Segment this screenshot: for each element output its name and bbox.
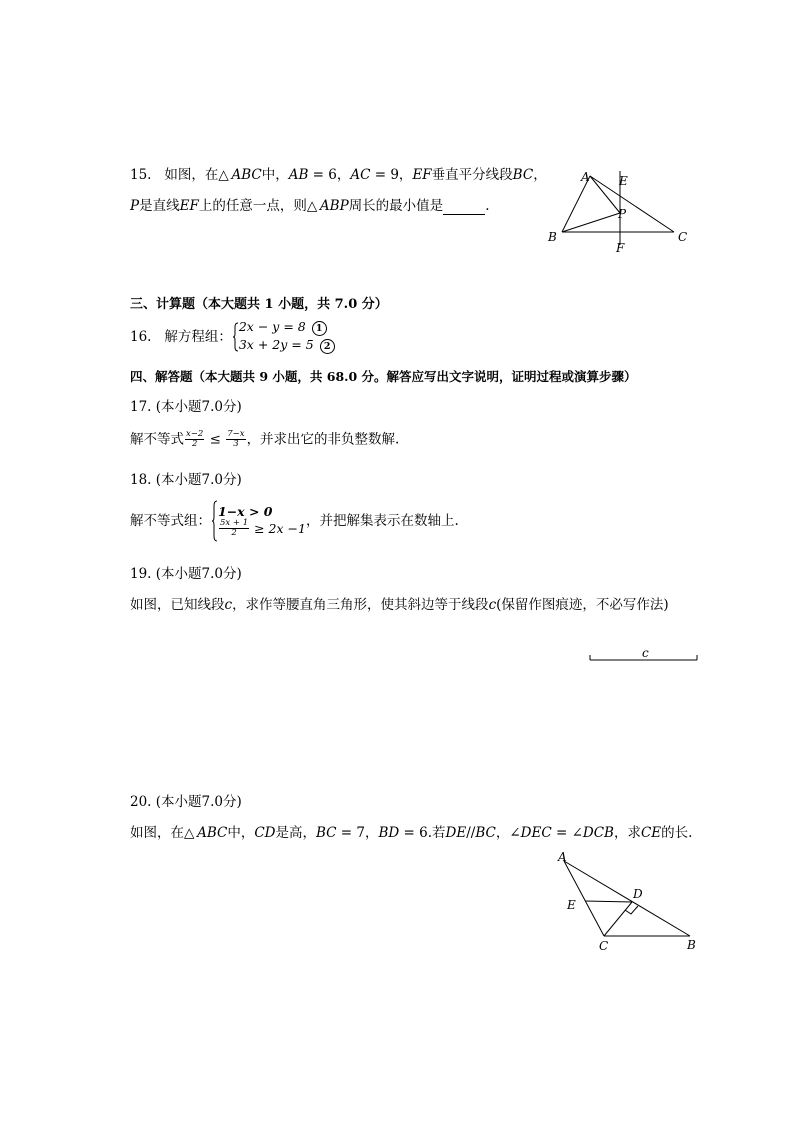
q18-ineq1: 1−x > 0 xyxy=(218,503,273,519)
fraction-2 xyxy=(226,430,245,449)
numerator: x−2 xyxy=(186,429,204,439)
q17-text: ，并求出它的非负整数解. xyxy=(246,431,400,448)
q20-text: ，∠ xyxy=(495,825,521,841)
q20-dec: DEC xyxy=(520,825,552,841)
q19-header: 19. (本小题7.0分) xyxy=(130,566,242,582)
label-e: E xyxy=(619,174,628,188)
q20-bd: BD xyxy=(378,825,400,841)
q18-system xyxy=(218,505,306,538)
q20-figure xyxy=(552,846,702,956)
q15-text: . xyxy=(485,198,490,214)
q15-line1 xyxy=(130,166,547,184)
section-3-heading: 三、计算题（本大题共 1 小题，共 7.0 分） xyxy=(130,297,388,312)
q16-text: 解方程组： xyxy=(164,329,232,345)
q18-body xyxy=(130,500,459,542)
label-b: B xyxy=(687,938,696,952)
label-p: P xyxy=(618,207,627,221)
parallel-symbol: // xyxy=(466,825,476,841)
q15-value: = 6， xyxy=(308,167,351,183)
q15-figure xyxy=(540,165,700,255)
q15-text: 中， xyxy=(261,167,289,183)
fraction xyxy=(219,519,249,538)
q19-text: (保留作图痕迹，不必写作法) xyxy=(496,597,669,613)
q17-text: 解不等式 xyxy=(130,431,184,448)
q15-value: = 9， xyxy=(370,167,413,183)
denominator: 2 xyxy=(191,439,198,449)
q16-system xyxy=(239,320,335,354)
q15-bc: BC xyxy=(512,167,534,183)
q15-p: P xyxy=(130,198,140,214)
q20-value: = 7， xyxy=(336,825,379,841)
q15-abp: ABP xyxy=(319,198,349,214)
q15-text: 如图，在 xyxy=(164,167,219,183)
q19-body xyxy=(130,596,669,614)
label-e: E xyxy=(567,898,576,912)
q18-text: ，并把解集表示在数轴上. xyxy=(305,513,459,529)
q17-header: 17. (本小题7.0分) xyxy=(130,399,242,415)
q19-text: 如图，已知线段 xyxy=(130,597,225,613)
q15-text: 周长的最小值是 xyxy=(348,198,444,214)
triangle-symbol: △ xyxy=(184,825,195,841)
q20-bc: BC xyxy=(475,825,496,841)
label-f: F xyxy=(616,241,625,255)
q16 xyxy=(130,320,335,354)
denominator: 2 xyxy=(231,527,237,538)
q16-number: 16. xyxy=(130,329,152,345)
q15-number: 15. xyxy=(130,167,152,183)
segment-c-figure xyxy=(586,646,702,666)
q20-abc: ABC xyxy=(197,825,228,841)
q20-bc: BC xyxy=(316,825,337,841)
circled-2: 2 xyxy=(320,339,335,354)
q15-ef: EF xyxy=(179,198,199,214)
numerator: 5x + 1 xyxy=(220,517,249,528)
q20-body xyxy=(130,824,692,842)
q20-text: = ∠ xyxy=(551,825,583,841)
q20-text: 是高， xyxy=(275,825,316,841)
answer-blank[interactable] xyxy=(443,200,485,215)
q20-dcb: DCB xyxy=(582,825,614,841)
label-d: D xyxy=(633,887,643,901)
q19-text: ，求作等腰直角三角形，使其斜边等于线段 xyxy=(232,597,489,613)
section-4-heading: 四、解答题（本大题共 9 小题，共 68.0 分。解答应写出文字说明，证明过程或演算步骤） xyxy=(130,369,637,384)
q18-rhs: ≥ 2x −1 xyxy=(250,520,306,536)
q15-text: 上的任意一点，则 xyxy=(198,198,307,214)
q15-text: ， xyxy=(533,167,547,183)
q15-abc: ABC xyxy=(231,167,262,183)
q20-cd: CD xyxy=(254,825,276,841)
q20-value: = 6.若 xyxy=(399,825,446,841)
less-equal: ≤ xyxy=(205,431,226,448)
q20-de: DE xyxy=(445,825,467,841)
q18-header: 18. (本小题7.0分) xyxy=(130,472,242,488)
label-c: C xyxy=(678,230,688,244)
q15-ab: AB xyxy=(288,167,309,183)
q15-ac: AC xyxy=(350,167,371,183)
label-a: A xyxy=(581,170,590,184)
q15-line2 xyxy=(130,197,489,215)
q18-text: 解不等式组： xyxy=(130,513,211,529)
q17-body xyxy=(130,430,399,449)
fraction-1 xyxy=(185,430,204,449)
q20-text: 如图，在 xyxy=(130,825,184,841)
q15-text: 是直线 xyxy=(139,198,180,214)
q20-header: 20. (本小题7.0分) xyxy=(130,794,242,810)
numerator: 7−x xyxy=(227,429,245,439)
brace-icon xyxy=(232,322,239,352)
q20-ce: CE xyxy=(640,825,662,841)
q19-c: c xyxy=(224,597,233,613)
triangle-symbol: △ xyxy=(218,167,229,183)
q15-ef: EF xyxy=(412,167,432,183)
triangle-symbol: △ xyxy=(306,198,318,214)
label-a: A xyxy=(558,850,567,864)
q15-text: 垂直平分线段 xyxy=(431,167,513,183)
brace-icon xyxy=(211,500,218,542)
q20-text: 的长. xyxy=(661,825,693,841)
q19-c: c xyxy=(488,597,497,613)
label-c: C xyxy=(599,939,609,953)
q16-eq2: 3x + 2y = 5 xyxy=(238,337,314,352)
circled-1: 1 xyxy=(312,321,327,336)
segment-label: c xyxy=(642,646,649,660)
q20-text: ，求 xyxy=(613,825,641,841)
q20-text: 中， xyxy=(227,825,255,841)
denominator: 3 xyxy=(233,439,239,449)
label-b: B xyxy=(548,230,557,244)
q16-eq1: 2x − y = 8 xyxy=(238,319,306,334)
